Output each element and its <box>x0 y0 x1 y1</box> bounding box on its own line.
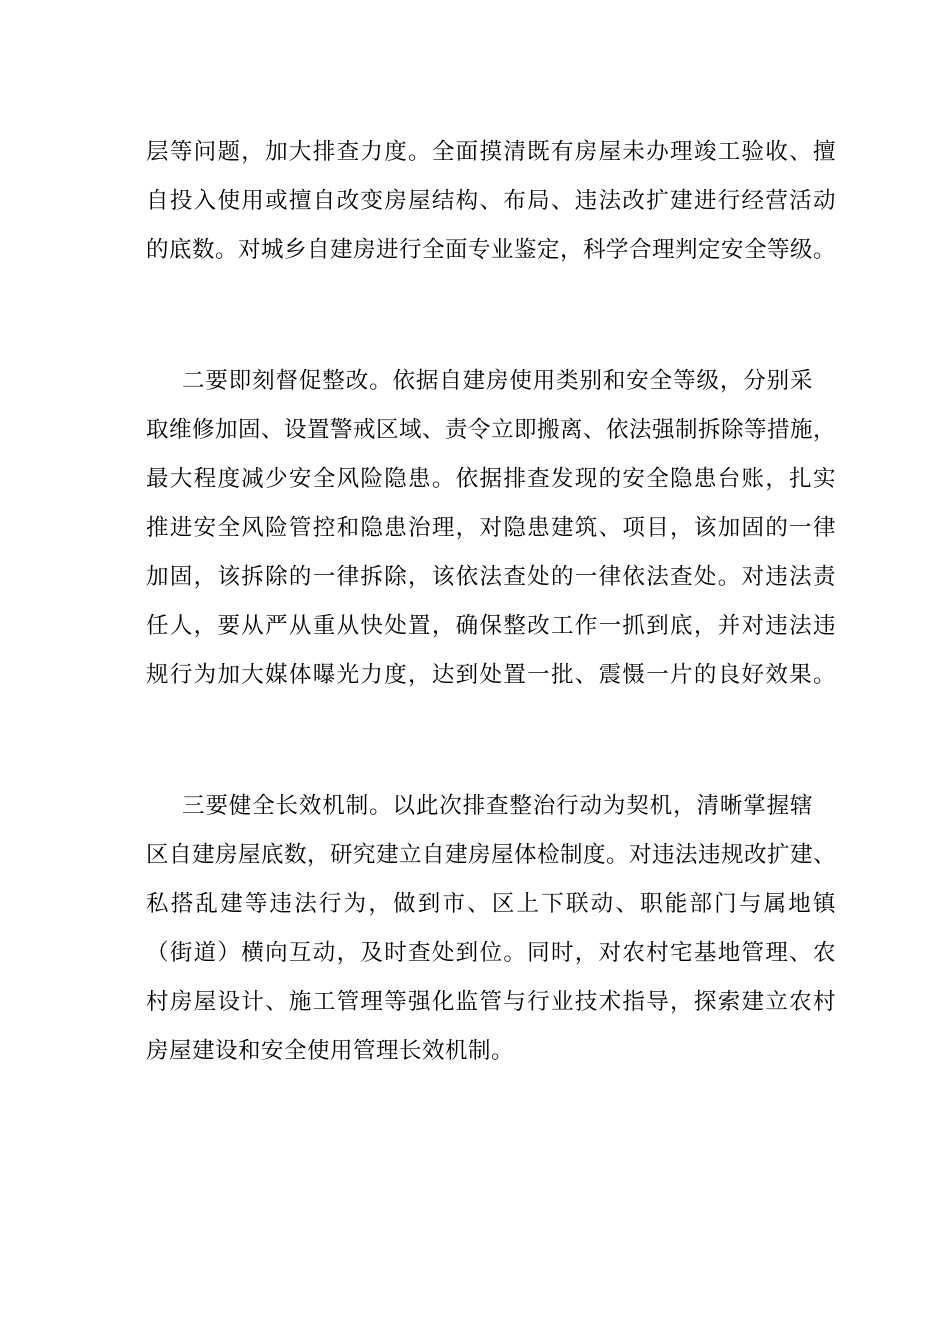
paragraph-2-line-1: 二要即刻督促整改。依据自建房使用类别和安全等级，分别采 <box>182 368 813 394</box>
paragraph-2-line-5: 加固，该拆除的一律拆除，该依法查处的一律依法查处。对违法责 <box>146 564 836 590</box>
paragraph-1-line-1: 层等问题，加大排查力度。全面摸清既有房屋未办理竣工验收、擅 <box>146 139 836 165</box>
paragraph-3-line-3: 私搭乱建等违法行为，做到市、区上下联动、职能部门与属地镇 <box>146 891 836 917</box>
paragraph-1-line-2: 自投入使用或擅自改变房屋结构、布局、违法改扩建进行经营活动 <box>146 188 836 214</box>
paragraph-2-line-2: 取维修加固、设置警戒区域、责令立即搬离、依法强制拆除等措施， <box>146 417 836 443</box>
paragraph-1-line-3: 的底数。对城乡自建房进行全面专业鉴定，科学合理判定安全等级。 <box>146 237 836 263</box>
paragraph-2-line-7: 规行为加大媒体曝光力度，达到处置一批、震慑一片的良好效果。 <box>146 662 836 688</box>
paragraph-3-line-5: 村房屋设计、施工管理等强化监管与行业技术指导，探索建立农村 <box>146 989 836 1015</box>
paragraph-2-line-3: 最大程度减少安全风险隐患。依据排查发现的安全隐患台账，扎实 <box>146 466 836 492</box>
paragraph-2-line-4: 推进安全风险管控和隐患治理，对隐患建筑、项目，该加固的一律 <box>146 515 836 541</box>
paragraph-3-line-4: （街道）横向互动，及时查处到位。同时，对农村宅基地管理、农 <box>146 940 836 966</box>
paragraph-3-line-2: 区自建房屋底数，研究建立自建房屋体检制度。对违法违规改扩建、 <box>146 842 836 868</box>
paragraph-3-line-1: 三要健全长效机制。以此次排查整治行动为契机，清晰掌握辖 <box>182 793 813 819</box>
paragraph-3-line-6: 房屋建设和安全使用管理长效机制。 <box>146 1038 515 1064</box>
paragraph-2-line-6: 任人，要从严从重从快处置，确保整改工作一抓到底，并对违法违 <box>146 613 836 639</box>
